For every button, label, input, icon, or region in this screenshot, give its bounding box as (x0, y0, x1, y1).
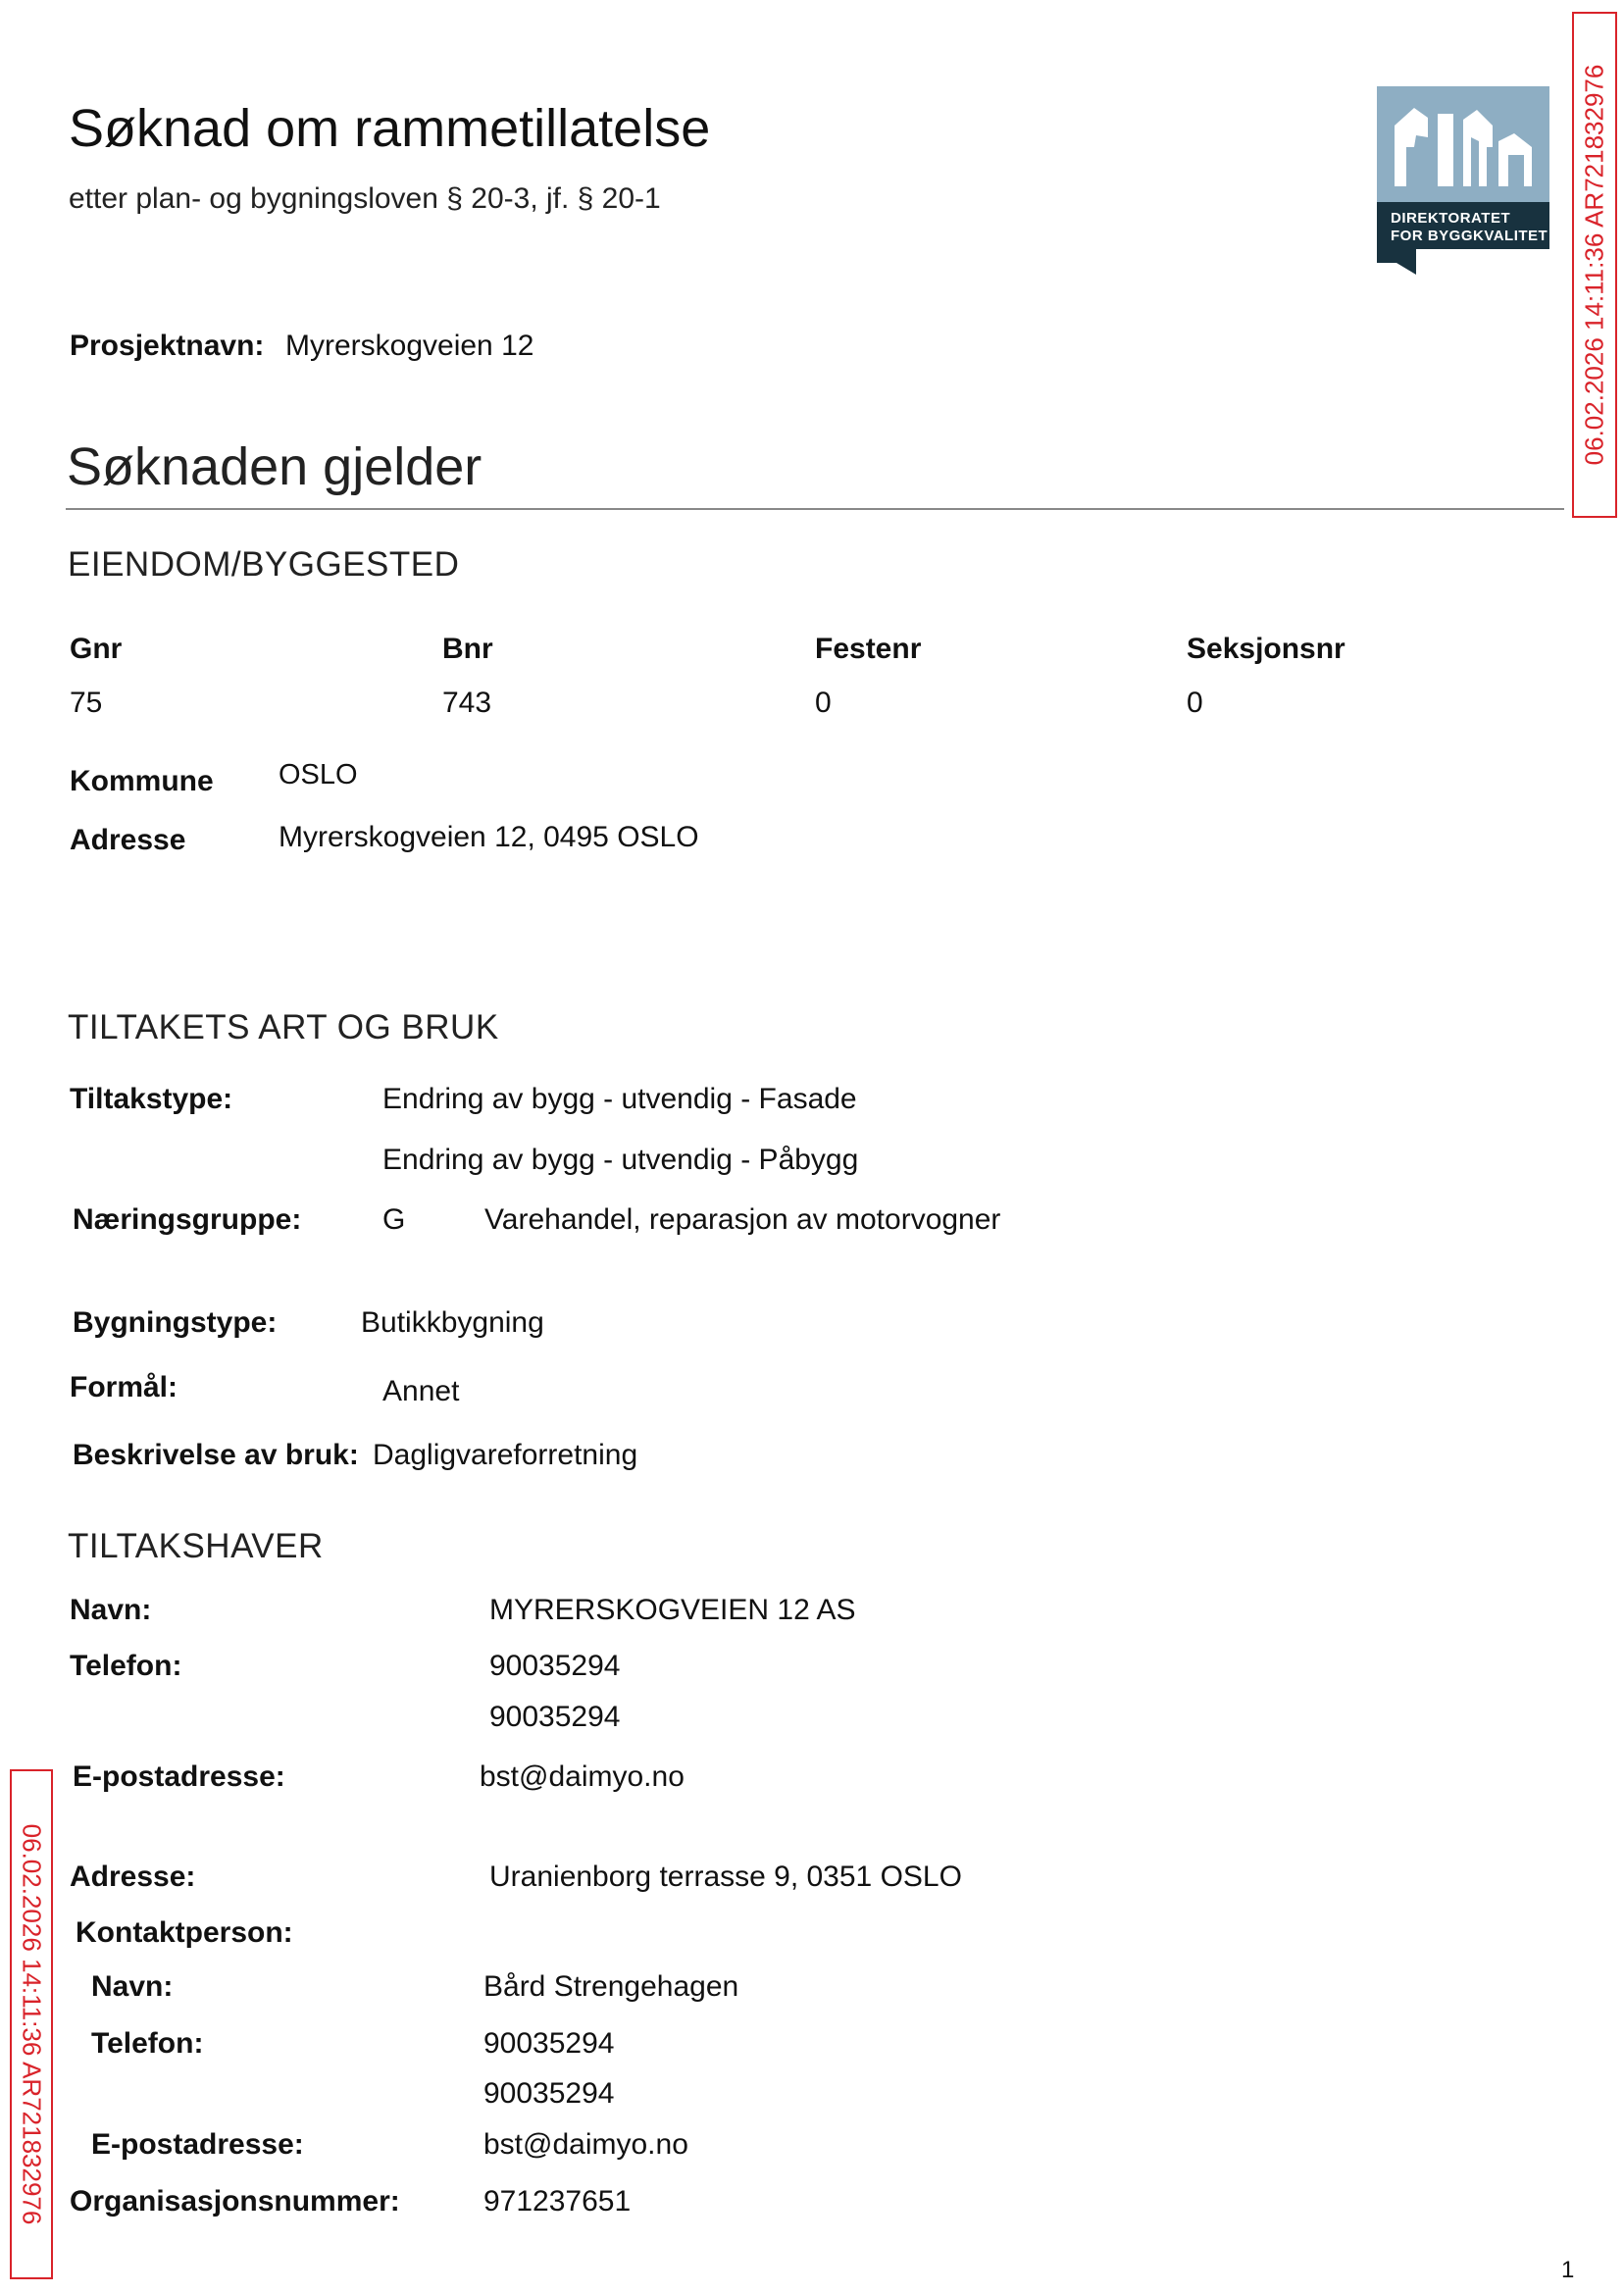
tiltakstype-label: Tiltakstype: (70, 1083, 233, 1115)
adresse-value: Myrerskogveien 12, 0495 OSLO (279, 821, 699, 853)
document-title: Søknad om rammetillatelse (69, 99, 711, 158)
kontakt-telefon-value-1: 90035294 (483, 2027, 615, 2060)
tiltakshaver-adresse-label: Adresse: (70, 1861, 196, 1893)
tiltakshaver-adresse-value: Uranienborg terrasse 9, 0351 OSLO (489, 1861, 962, 1893)
tiltakshaver-navn-value: MYRERSKOGVEIEN 12 AS (489, 1594, 856, 1626)
kontakt-epost-label: E-postadresse: (91, 2128, 304, 2161)
logo-text-line2: FOR BYGGKVALITET (1391, 228, 1548, 244)
kontakt-navn-value: Bård Strengehagen (483, 1970, 739, 2003)
naeringsgruppe-value: Varehandel, reparasjon av motorvogner (484, 1203, 1001, 1236)
festenr-label: Festenr (815, 633, 922, 665)
tiltakshaver-telefon-label: Telefon: (70, 1650, 182, 1682)
kommune-label: Kommune (70, 765, 214, 797)
stamp-text: 06.02.2026 14:11:36 AR721832976 (17, 1823, 47, 2225)
document-subtitle: etter plan- og bygningsloven § 20-3, jf. § 20-1 (69, 182, 661, 215)
eiendom-heading: EIENDOM/BYGGESTED (68, 545, 460, 584)
beskrivelse-value: Dagligvareforretning (373, 1439, 638, 1471)
orgnr-label: Organisasjonsnummer: (70, 2185, 400, 2218)
project-name-label: Prosjektnavn: (70, 330, 265, 362)
project-name-value: Myrerskogveien 12 (285, 330, 534, 362)
formal-label: Formål: (70, 1371, 178, 1403)
beskrivelse-label: Beskrivelse av bruk: (73, 1439, 359, 1471)
timestamp-stamp-top (1572, 12, 1617, 518)
naeringsgruppe-code: G (382, 1203, 406, 1236)
timestamp-stamp-bottom (10, 1769, 53, 2279)
tiltakshaver-telefon-value-1: 90035294 (489, 1650, 621, 1682)
festenr-value: 0 (815, 687, 832, 719)
page-number: 1 (1561, 2257, 1575, 2283)
section-title: Søknaden gjelder (67, 437, 482, 496)
kontakt-epost-value: bst@daimyo.no (483, 2128, 688, 2161)
gnr-value: 75 (70, 687, 103, 719)
dibk-logo (1377, 86, 1549, 275)
kontaktperson-label: Kontaktperson: (76, 1916, 293, 1949)
logo-text-line1: DIREKTORATET (1391, 210, 1511, 227)
kommune-value: OSLO (279, 759, 358, 790)
adresse-label: Adresse (70, 824, 186, 856)
kontakt-navn-label: Navn: (91, 1970, 174, 2003)
seksjonsnr-value: 0 (1187, 687, 1203, 719)
bygningstype-value: Butikkbygning (361, 1306, 544, 1339)
orgnr-value: 971237651 (483, 2185, 632, 2218)
tiltakshaver-navn-label: Navn: (70, 1594, 152, 1626)
naeringsgruppe-label: Næringsgruppe: (73, 1203, 302, 1236)
tiltakstype-value-2: Endring av bygg - utvendig - Påbygg (382, 1144, 859, 1176)
stamp-text: 06.02.2026 14:11:36 AR721832976 (1579, 64, 1609, 466)
formal-value: Annet (382, 1375, 460, 1407)
seksjonsnr-label: Seksjonsnr (1187, 633, 1345, 665)
tiltakshaver-heading: TILTAKSHAVER (68, 1527, 324, 1565)
section-divider (66, 508, 1564, 510)
bnr-label: Bnr (442, 633, 493, 665)
tiltak-heading: TILTAKETS ART OG BRUK (68, 1008, 499, 1046)
dibk-logo-icon (1377, 86, 1549, 275)
bnr-value: 743 (442, 687, 492, 719)
tiltakshaver-epost-value: bst@daimyo.no (480, 1760, 685, 1793)
bygningstype-label: Bygningstype: (73, 1306, 278, 1339)
tiltakshaver-telefon-value-2: 90035294 (489, 1701, 621, 1733)
kontakt-telefon-label: Telefon: (91, 2027, 204, 2060)
gnr-label: Gnr (70, 633, 123, 665)
kontakt-telefon-value-2: 90035294 (483, 2077, 615, 2110)
tiltakstype-value-1: Endring av bygg - utvendig - Fasade (382, 1083, 857, 1115)
tiltakshaver-epost-label: E-postadresse: (73, 1760, 285, 1793)
